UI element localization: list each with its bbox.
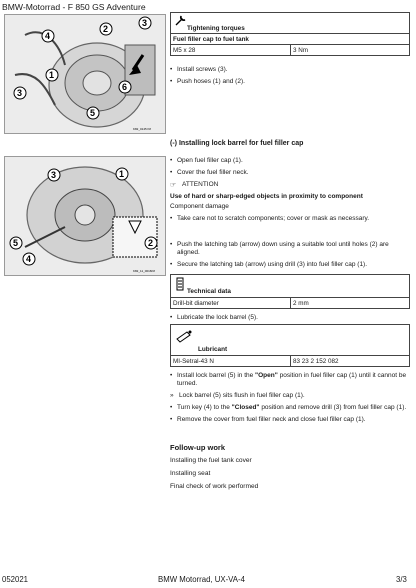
torque-spec: M5 x 28: [171, 45, 291, 56]
step-turn-key: • Turn key (4) to the "Closed" position and remove drill (3) from fuel filler cap (1).: [170, 404, 410, 412]
techdata-name: Drill-bit diameter: [171, 298, 291, 309]
figure2-callout: [10, 237, 22, 249]
followup-link-final-check[interactable]: Final check of work performed: [170, 483, 259, 490]
lubricant-tube-icon: [175, 329, 193, 343]
attention-desc: Component damage: [170, 203, 229, 210]
footer-publisher: BMW Motorrad, UX-VA-4: [158, 575, 245, 584]
step-install-screws: • Install screws (3).: [170, 66, 410, 74]
wrench-icon: [174, 15, 186, 27]
document-header: BMW-Motorrad - F 850 GS Adventure: [2, 2, 146, 12]
svg-text:4: 4: [26, 254, 32, 264]
followup-link-fuel-tank-cover[interactable]: Installing the fuel tank cover: [170, 457, 252, 464]
figure1-callout: [46, 69, 58, 81]
attention-title: Use of hard or sharp-edged objects in proximity to component: [170, 193, 363, 200]
step-push-hoses: • Push hoses (1) and (2).: [170, 78, 410, 86]
table-row: [171, 298, 410, 309]
svg-text:3: 3: [142, 18, 148, 28]
svg-text:5: 5: [13, 238, 19, 248]
techdata-table: [170, 297, 410, 309]
table-row: [171, 45, 410, 56]
svg-text:3: 3: [17, 88, 23, 98]
step-secure-latching-tab: • Secure the latching tab (arrow) using drill (3) into fuel filler cap (1).: [170, 261, 410, 269]
attention-bullet: • Take care not to scratch components; cover or mask as necessary.: [170, 215, 410, 223]
torque-value: 3 Nm: [291, 45, 410, 56]
figure1-callout: [139, 17, 151, 29]
followup-link-seat[interactable]: Installing seat: [170, 470, 211, 477]
torque-header: [170, 12, 410, 33]
attention-label: ATTENTION: [182, 181, 219, 188]
figure1-callout: [119, 81, 131, 93]
svg-text:2: 2: [103, 24, 109, 34]
torque-subtitle: Fuel filler cap to fuel tank: [171, 34, 410, 45]
figure-lock-barrel: [4, 156, 166, 276]
footer-date: 052021: [2, 575, 29, 584]
step-install-lock-barrel: • Install lock barrel (5) in the "Open" position in fuel filler cap (1) until it cannot be turned.: [170, 372, 410, 388]
techdata-value: 2 mm: [291, 298, 410, 309]
figure1-callout: [100, 23, 112, 35]
svg-text:6: 6: [122, 82, 128, 92]
figure1-callout: [14, 87, 26, 99]
result-lock-barrel: » Lock barrel (5) sits flush in fuel filler cap (1).: [170, 392, 410, 400]
footer-page-number: 3/3: [396, 575, 407, 584]
attention-hand-icon: ☞: [170, 182, 177, 189]
figure2-callout: [23, 253, 35, 265]
figure1-callout: [87, 107, 99, 119]
step-open-cap: • Open fuel filler cap (1).: [170, 157, 410, 165]
lubricant-partno: 83 23 2 152 082: [291, 356, 410, 367]
step-lubricate: • Lubricate the lock barrel (5).: [170, 314, 410, 322]
followup-title: Follow-up work: [170, 443, 225, 452]
attention-label-row: [170, 181, 410, 188]
torque-table: [170, 33, 410, 56]
figure-fuel-cap-screws: [4, 14, 166, 134]
svg-text:1: 1: [119, 169, 125, 179]
figure1-callout: [42, 30, 54, 42]
lubricant-name: MI-Setral-43 N: [171, 356, 291, 367]
techdata-title: Technical data: [187, 288, 231, 295]
svg-text:5: 5: [90, 108, 96, 118]
step-cover-neck: • Cover the fuel filler neck.: [170, 169, 410, 177]
lubricant-title: Lubricant: [198, 346, 228, 353]
figure2-code: K82_11_0016Kfl: [133, 269, 155, 273]
figure1-code: K82_0145 Kfl: [133, 127, 152, 131]
figure2-callout: [116, 168, 128, 180]
figure2-callout: [145, 237, 157, 249]
torque-title: Tightening torques: [187, 25, 245, 32]
lubricant-header: [170, 324, 410, 355]
svg-text:3: 3: [51, 170, 57, 180]
svg-text:1: 1: [49, 70, 55, 80]
step-remove-cover: • Remove the cover from fuel filler neck and close fuel filler cap (1).: [170, 416, 410, 424]
svg-text:2: 2: [148, 238, 154, 248]
svg-text:4: 4: [45, 31, 51, 41]
techdata-header: [170, 274, 410, 297]
drill-spec-icon: [175, 277, 185, 291]
figure2-callout: [48, 169, 60, 181]
lubricant-table: [170, 355, 410, 367]
step-push-latching-tab: • Push the latching tab (arrow) down using a suitable tool until holes (2) are aligned.: [170, 241, 410, 257]
section-title: (-) Installing lock barrel for fuel filler cap: [170, 140, 304, 147]
table-row: [171, 356, 410, 367]
